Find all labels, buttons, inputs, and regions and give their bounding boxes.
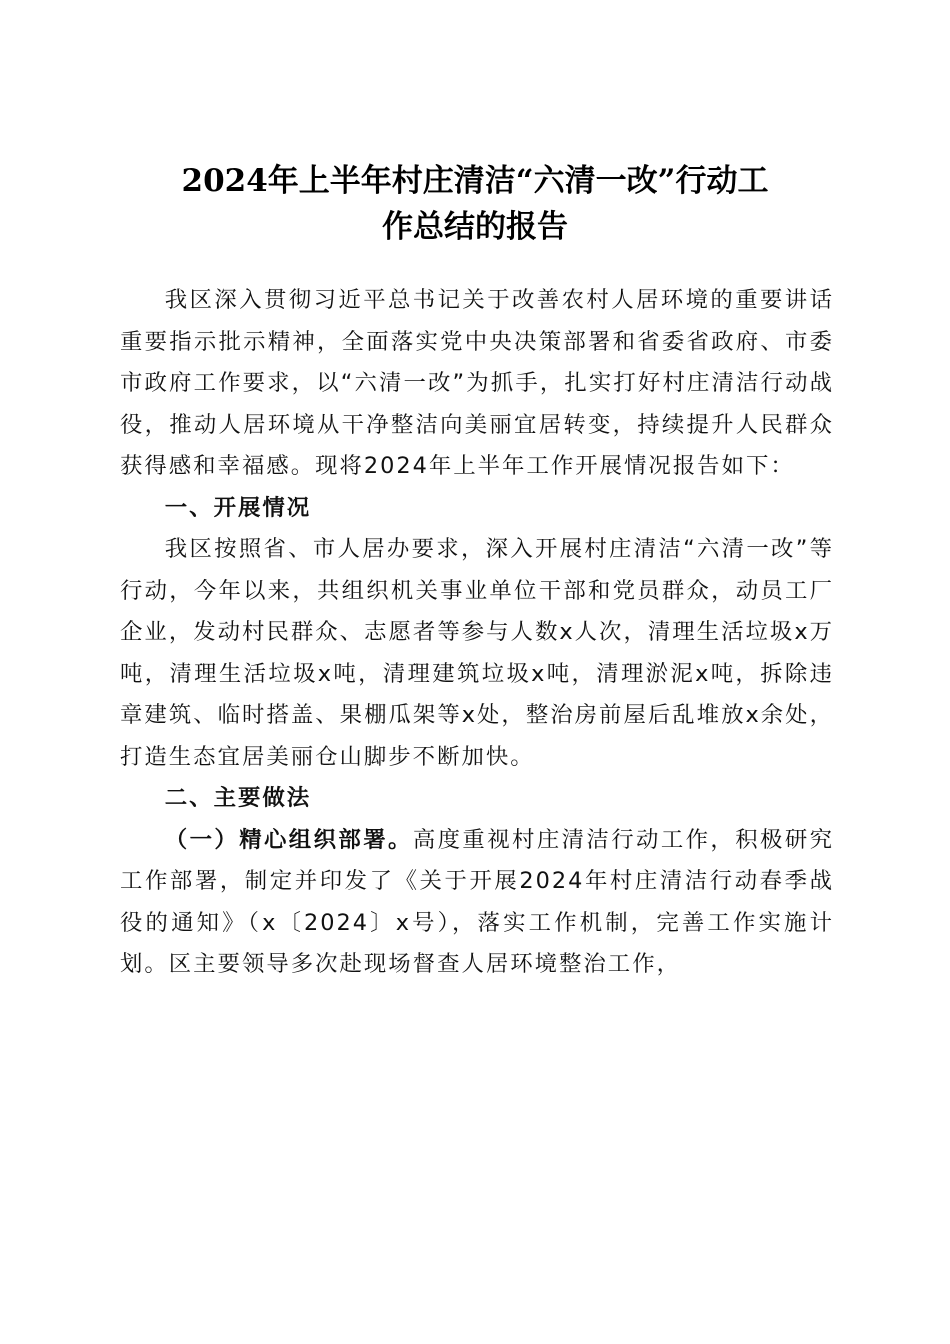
- document-body: [120, 280, 834, 986]
- title-line-2: 作总结的报告: [382, 208, 568, 245]
- subsection-1-text: 高度重视村庄清洁行动工作，积极研究工作部署，制定并印发了《关于开展2024年村庄清洁行动春季战役的通知》（x〔2024〕x号），落实工作机制，完善工作实施计划。区主要领导多次赴现场督查人居环境整治工作，: [120, 826, 835, 977]
- subsection-1-paragraph: [120, 820, 834, 986]
- title-line-1: 2024年上半年村庄清洁“六清一改”行动工: [181, 162, 769, 199]
- section-heading-1: 一、开展情况: [164, 494, 312, 521]
- section-heading-2: 二、主要做法: [164, 785, 312, 811]
- section-1-paragraph: 我区按照省、市人居办要求，深入开展村庄清洁“六清一改”等行动，今年以来，共组织机关事业单位干部和党员群众，动员工厂企业，发动村民群众、志愿者等参与人数x人次，清理生活垃圾x万吨，清理生活垃圾x吨，清理建筑垃圾x吨，清理淤泥x吨，拆除违章建筑、临时搭盖、果棚瓜架等x处，整治房前屋后乱堆放x余处，打造生态宜居美丽仓山脚步不断加快。: [120, 536, 834, 770]
- intro-paragraph: 我区深入贯彻习近平总书记关于改善农村人居环境的重要讲话重要指示批示精神，全面落实党中央决策部署和省委省政府、市委市政府工作要求，以“六清一改”为抓手，扎实打好村庄清洁行动战役，推动人居环境从干净整洁向美丽宜居转变，持续提升人民群众获得感和幸福感。现将2024年上半年工作开展情况报告如下：: [120, 287, 834, 479]
- subsection-1-lead: （一）精心组织部署。: [164, 826, 413, 853]
- document-title: [100, 158, 850, 250]
